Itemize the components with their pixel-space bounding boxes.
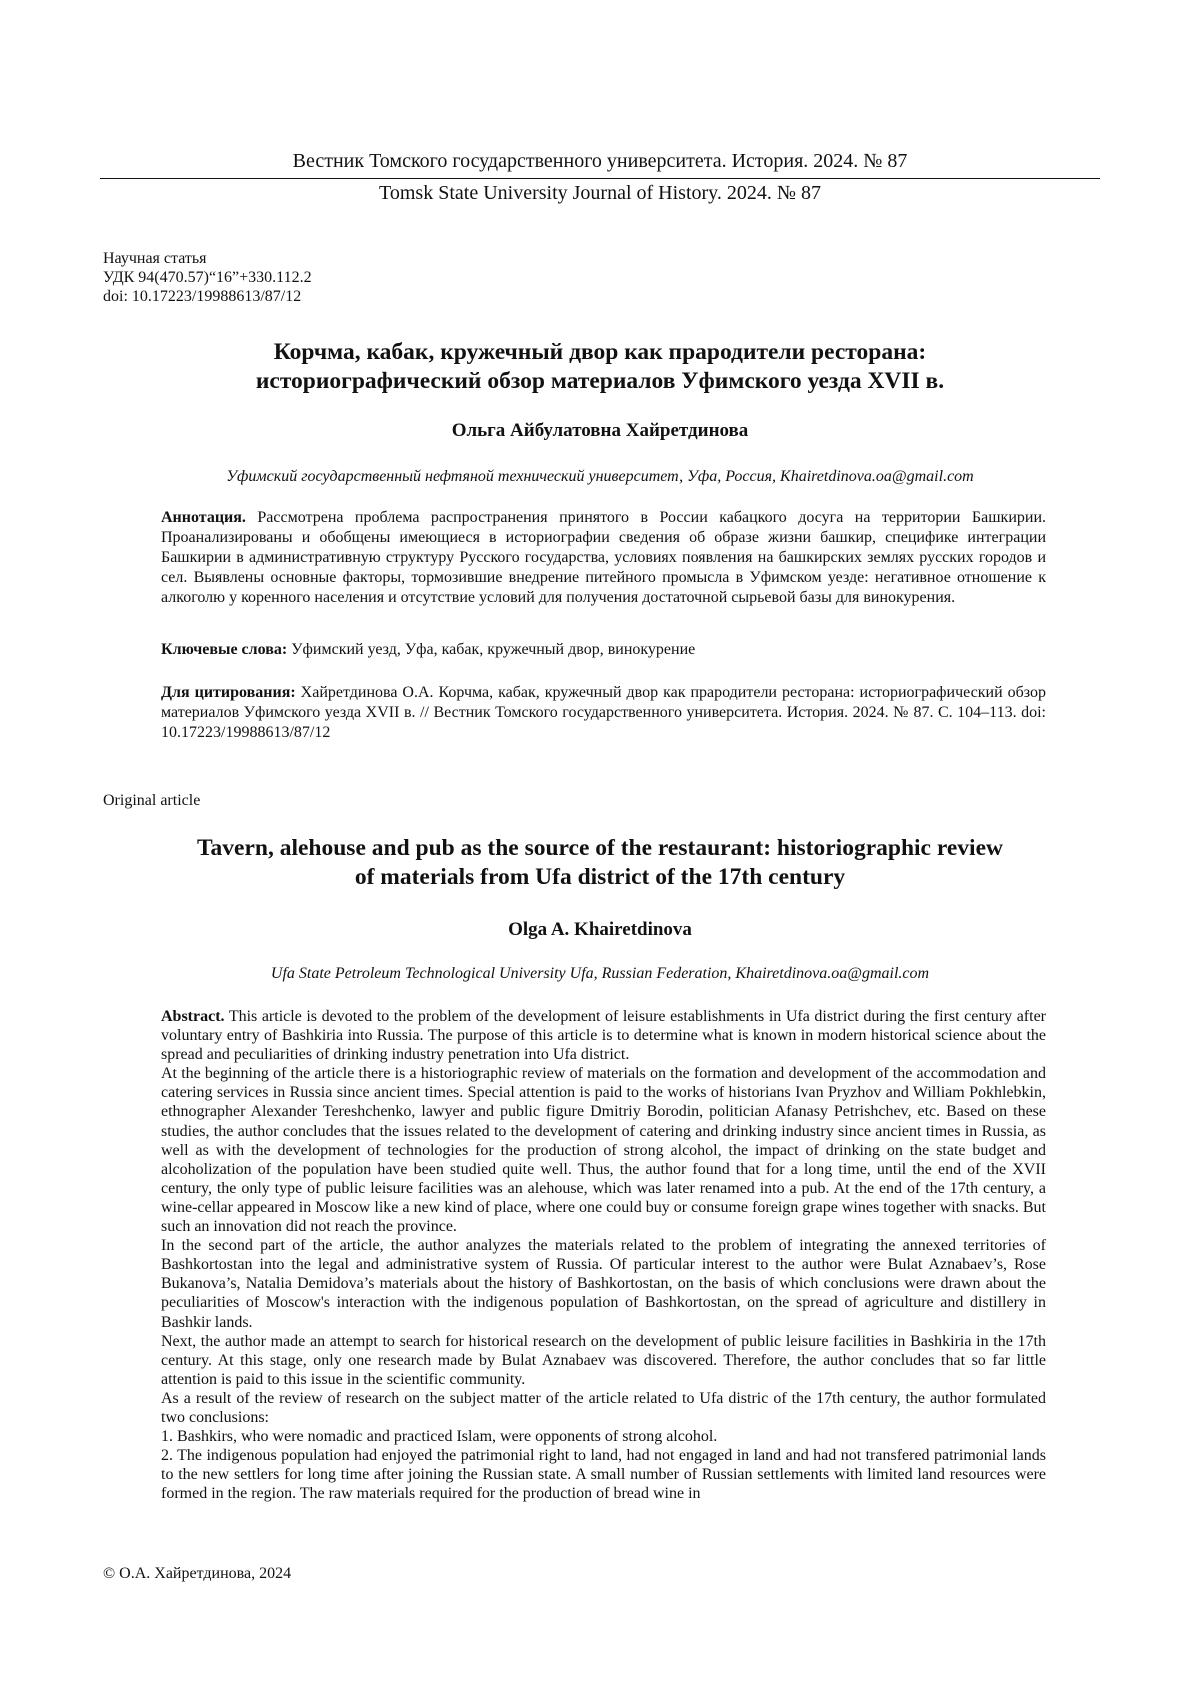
abstract-en-p6: 1. Bashkirs, who were nomadic and practiced Islam, were opponents of strong alcohol. bbox=[161, 1428, 718, 1446]
abstract-en-p5: As a result of the review of research on the subject matter of the article related to Ufa distric of the 17th century, the author formulated two conclusions: bbox=[161, 1389, 1046, 1426]
title-en bbox=[100, 834, 1100, 892]
affiliation-en: Ufa State Petroleum Technological University Ufa, Russian Federation, Khairetdinova.oa@gmail.com bbox=[270, 965, 930, 982]
citation-ru-text: Хайретдинова О.А. Корчма, кабак, кружечный двор как прародители ресторана: историографический обзор материалов Уфимского уезда XVII в. // Вестник Томского государственного университета. История. 2024. № 87. С. 104–113. doi: 10.17223/19988613/87/12 bbox=[161, 684, 1046, 741]
author-en: Olga A. Khairetdinova bbox=[508, 919, 692, 940]
keywords-ru bbox=[161, 640, 1046, 660]
header-rule bbox=[100, 178, 1100, 179]
copyright-footer: © О.А. Хайретдинова, 2024 bbox=[103, 1565, 292, 1582]
abstract-en-p3: In the second part of the article, the author analyzes the materials related to the problem of integrating the annexed territories of Bashkortostan into the legal and administrative system of Russia. Of particular interest to the author were Bulat Aznabaev’s, Rose Bukanova’s, Natalia Demidova’s materials about the history of Bashkortostan, on the basis of which conclusions were drawn about the peculiarities of Moscow's interaction with the indigenous population of Bashkortostan, on the spread of agriculture and distillery in Bashkir lands. bbox=[161, 1237, 1046, 1331]
citation-ru bbox=[161, 683, 1046, 743]
title-ru-line2: историографический обзор материалов Уфимского уезда XVII в. bbox=[255, 368, 945, 394]
abstract-ru-label: Аннотация. bbox=[161, 509, 246, 526]
title-en-line2: of materials from Ufa district of the 17th century bbox=[354, 864, 846, 890]
abstract-ru bbox=[161, 508, 1046, 608]
keywords-ru-text: Уфимский уезд, Уфа, кабак, кружечный двор, винокурение bbox=[291, 641, 696, 658]
abstract-en-p2: At the beginning of the article there is a historiographic review of materials on the formation and development of the accommodation and catering services in Russia since ancient times. Special attention is paid to the works of historians Ivan Pryzhov and William Pokhlebkin, ethnographer Alexander Tereshchenko, lawyer and public figure Dmitriy Borodin, politician Afanasy Petrishchev, etc. Based on these studies, the author concludes that the issues related to the development of catering and drinking industry since ancient times in Russia, as well as with the development of technologies for the production of strong alcohol, the impact of drinking on the state budget and alcoholization of the population have been studied quite well. Thus, the author found that for a long time, until the end of the XVII century, the only type of public leisure facilities was an alehouse, which was later renamed into a pub. At the end of the 17th century, a wine-cellar appeared in Moscow like a new kind of place, where one could buy or consume foreign grape wines together with snacks. But such an innovation did not reach the province. bbox=[161, 1065, 1046, 1236]
doi: doi: 10.17223/19988613/87/12 bbox=[103, 288, 302, 305]
journal-header-en: Tomsk State University Journal of History. 2024. № 87 bbox=[379, 182, 821, 204]
affiliation-ru: Уфимский государственный нефтяной технический университет, Уфа, Россия, Khairetdinova.oa@gmail.com bbox=[226, 468, 974, 485]
abstract-en-p4: Next, the author made an attempt to search for historical research on the development of public leisure facilities in Bashkiria in the 17th century. At this stage, only one research made by Bulat Aznabaev was discovered. Therefore, the author concludes that so far little attention is paid to this issue in the scientific community. bbox=[161, 1332, 1046, 1388]
author-ru: Ольга Айбулатовна Хайретдинова bbox=[451, 420, 749, 441]
citation-ru-label: Для цитирования: bbox=[161, 684, 296, 701]
article-type-en: Original article bbox=[103, 792, 201, 809]
title-ru bbox=[100, 338, 1100, 396]
abstract-en bbox=[161, 1007, 1046, 1503]
title-en-line1: Tavern, alehouse and pub as the source of the restaurant: historiographic review bbox=[197, 835, 1003, 861]
article-type-ru: Научная статья bbox=[103, 250, 207, 267]
abstract-en-p7: 2. The indigenous population had enjoyed the patrimonial right to land, had not engaged in land and had not transfered patrimonial lands to the new settlers for long time after joining the Russian state. A small number of Russian settlements with limited land resources were formed in the region. The raw materials required for the production of bread wine in bbox=[161, 1447, 1046, 1503]
journal-header-ru: Вестник Томского государственного университета. История. 2024. № 87 bbox=[292, 150, 908, 172]
keywords-ru-label: Ключевые слова: bbox=[161, 641, 288, 658]
abstract-ru-text: Рассмотрена проблема распространения принятого в России кабацкого досуга на территории Башкирии. Проанализированы и обобщены имеющиеся в историографии сведения об образе жизни башкир, специфике интеграции Башкирии в административную структуру Русского государства, условиях появления на башкирских землях русских городов и сел. Выявлены основные факторы, тормозившие внедрение питейного промысла в Уфимском уезде: негативное отношение к алкоголю у коренного населения и отсутствие условий для получения достаточной сырьевой базы для винокурения. bbox=[161, 509, 1047, 606]
udc-code: УДК 94(470.57)“16”+330.112.2 bbox=[103, 269, 312, 286]
title-ru-line1: Корчма, кабак, кружечный двор как прародители ресторана: bbox=[273, 339, 927, 365]
abstract-en-label: Abstract. bbox=[161, 1008, 225, 1025]
abstract-en-p1: This article is devoted to the problem of the development of leisure establishments in Ufa district during the first century after voluntary entry of Bashkiria into Russia. The purpose of this article is to determine what is known in modern historical science about the spread and peculiarities of drinking industry penetration into Ufa district. bbox=[161, 1008, 1046, 1064]
abstract-en-paragraph bbox=[161, 1007, 1046, 1064]
article-meta bbox=[103, 249, 312, 306]
